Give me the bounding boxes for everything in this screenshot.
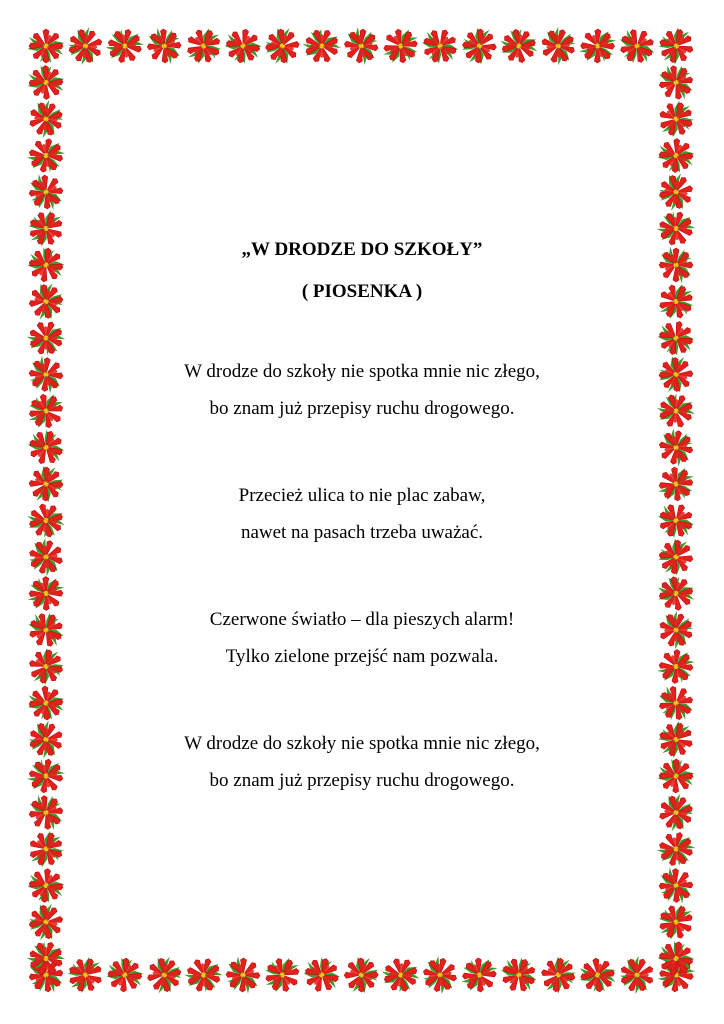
poinsettia-icon <box>139 21 189 70</box>
stanza-4 <box>70 732 654 806</box>
poinsettia-icon <box>22 607 70 654</box>
poinsettia-icon <box>655 317 698 358</box>
poinsettia-icon <box>21 752 70 801</box>
poinsettia-icon <box>22 387 70 436</box>
poinsettia-icon <box>23 826 68 872</box>
poinsettia-icon <box>21 350 70 399</box>
poinsettia-icon <box>651 642 700 691</box>
poinsettia-icon <box>652 679 701 727</box>
poinsettia-icon <box>657 138 695 174</box>
poinsettia-icon <box>21 167 70 216</box>
poinsettia-icon <box>180 22 226 69</box>
poinsettia-icon <box>652 278 699 326</box>
stanza-line: Czerwone światło – dla pieszych alarm! <box>209 609 515 630</box>
poinsettia-icon <box>652 825 700 873</box>
poinsettia-icon <box>539 955 578 996</box>
poinsettia-icon <box>378 953 422 996</box>
stanza-line: Tylko zielone przejść nam pozwala. <box>225 646 499 667</box>
stanza-line: W drodze do szkoły nie spotka mnie nic złego, <box>184 733 540 754</box>
poinsettia-icon <box>652 205 700 252</box>
poinsettia-icon <box>614 952 659 998</box>
poinsettia-icon <box>651 459 700 508</box>
poinsettia-icon <box>218 950 267 1000</box>
poinsettia-icon <box>259 951 307 999</box>
stanza-2 <box>70 484 654 558</box>
poinsettia-icon <box>573 21 623 70</box>
poinsettia-icon <box>658 356 694 394</box>
poinsettia-icon <box>653 607 699 654</box>
stanza-3 <box>70 608 654 682</box>
poinsettia-icon <box>653 389 698 433</box>
poinsettia-icon <box>495 952 542 998</box>
poinsettia-icon <box>23 315 70 361</box>
poinsettia-icon <box>180 952 228 999</box>
stanza-line: nawet na pasach trzeba uważać. <box>240 522 484 543</box>
poinsettia-icon <box>21 788 70 837</box>
poinsettia-icon <box>652 423 700 472</box>
poinsettia-icon <box>144 954 184 996</box>
poinsettia-icon <box>28 29 64 63</box>
song-content <box>70 226 654 806</box>
poinsettia-icon <box>26 246 66 285</box>
stanza-line: Przecież ulica to nie plac zabaw, <box>238 485 486 506</box>
poinsettia-icon <box>24 426 69 469</box>
poinsettia-icon <box>299 23 345 68</box>
poinsettia-icon <box>105 956 144 993</box>
poinsettia-icon <box>28 465 63 502</box>
song-title: „W DRODZE DO SZKOŁY” <box>241 239 483 260</box>
poinsettia-icon <box>461 27 497 65</box>
poinsettia-icon <box>26 867 65 905</box>
poinsettia-icon <box>23 205 69 252</box>
poinsettia-icon <box>26 645 67 687</box>
poinsettia-icon <box>652 58 701 106</box>
poinsettia-icon <box>26 901 66 942</box>
poinsettia-icon <box>64 24 107 68</box>
poinsettia-icon <box>656 24 698 67</box>
poinsettia-icon <box>654 717 697 761</box>
poinsettia-icon <box>657 537 695 577</box>
poinsettia-icon <box>651 240 700 289</box>
poinsettia-icon <box>651 861 701 910</box>
poinsettia-icon <box>344 957 379 994</box>
poinsettia-icon <box>222 26 263 66</box>
poinsettia-icon <box>416 951 464 1000</box>
poinsettia-icon <box>498 26 540 67</box>
poinsettia-icon <box>656 574 697 613</box>
poinsettia-icon <box>376 21 425 70</box>
stanza-line: bo znam już przepisy ruchu drogowego. <box>209 770 515 791</box>
poinsettia-icon <box>653 898 700 946</box>
poinsettia-icon <box>63 952 108 998</box>
poinsettia-icon <box>264 26 302 65</box>
stanza-line: W drodze do szkoły nie spotka mnie nic złego, <box>184 361 540 382</box>
poinsettia-icon <box>27 281 66 321</box>
poinsettia-icon <box>24 500 67 542</box>
stanza-1 <box>70 360 654 434</box>
poinsettia-icon <box>27 65 64 100</box>
poinsettia-icon <box>101 22 150 70</box>
poinsettia-icon <box>300 954 344 996</box>
poinsettia-icon <box>22 131 71 179</box>
poinsettia-icon <box>27 685 65 721</box>
song-subtitle: ( PIOSENKA ) <box>301 281 423 302</box>
poinsettia-icon <box>24 97 67 142</box>
poinsettia-icon <box>22 533 69 581</box>
poinsettia-icon <box>613 22 661 69</box>
poinsettia-icon <box>535 22 582 70</box>
poinsettia-icon <box>417 24 462 68</box>
poinsettia-icon <box>654 96 698 141</box>
poinsettia-icon <box>578 956 618 994</box>
poinsettia-icon <box>24 717 68 762</box>
poinsettia-icon <box>21 569 70 619</box>
poinsettia-icon <box>658 759 695 794</box>
poinsettia-icon <box>337 21 386 70</box>
poinsettia-icon <box>655 791 697 835</box>
poinsettia-icon <box>655 171 696 214</box>
poinsettia-icon <box>653 498 699 543</box>
poinsettia-icon <box>455 950 504 999</box>
stanza-line: bo znam już przepisy ruchu drogowego. <box>209 398 515 419</box>
